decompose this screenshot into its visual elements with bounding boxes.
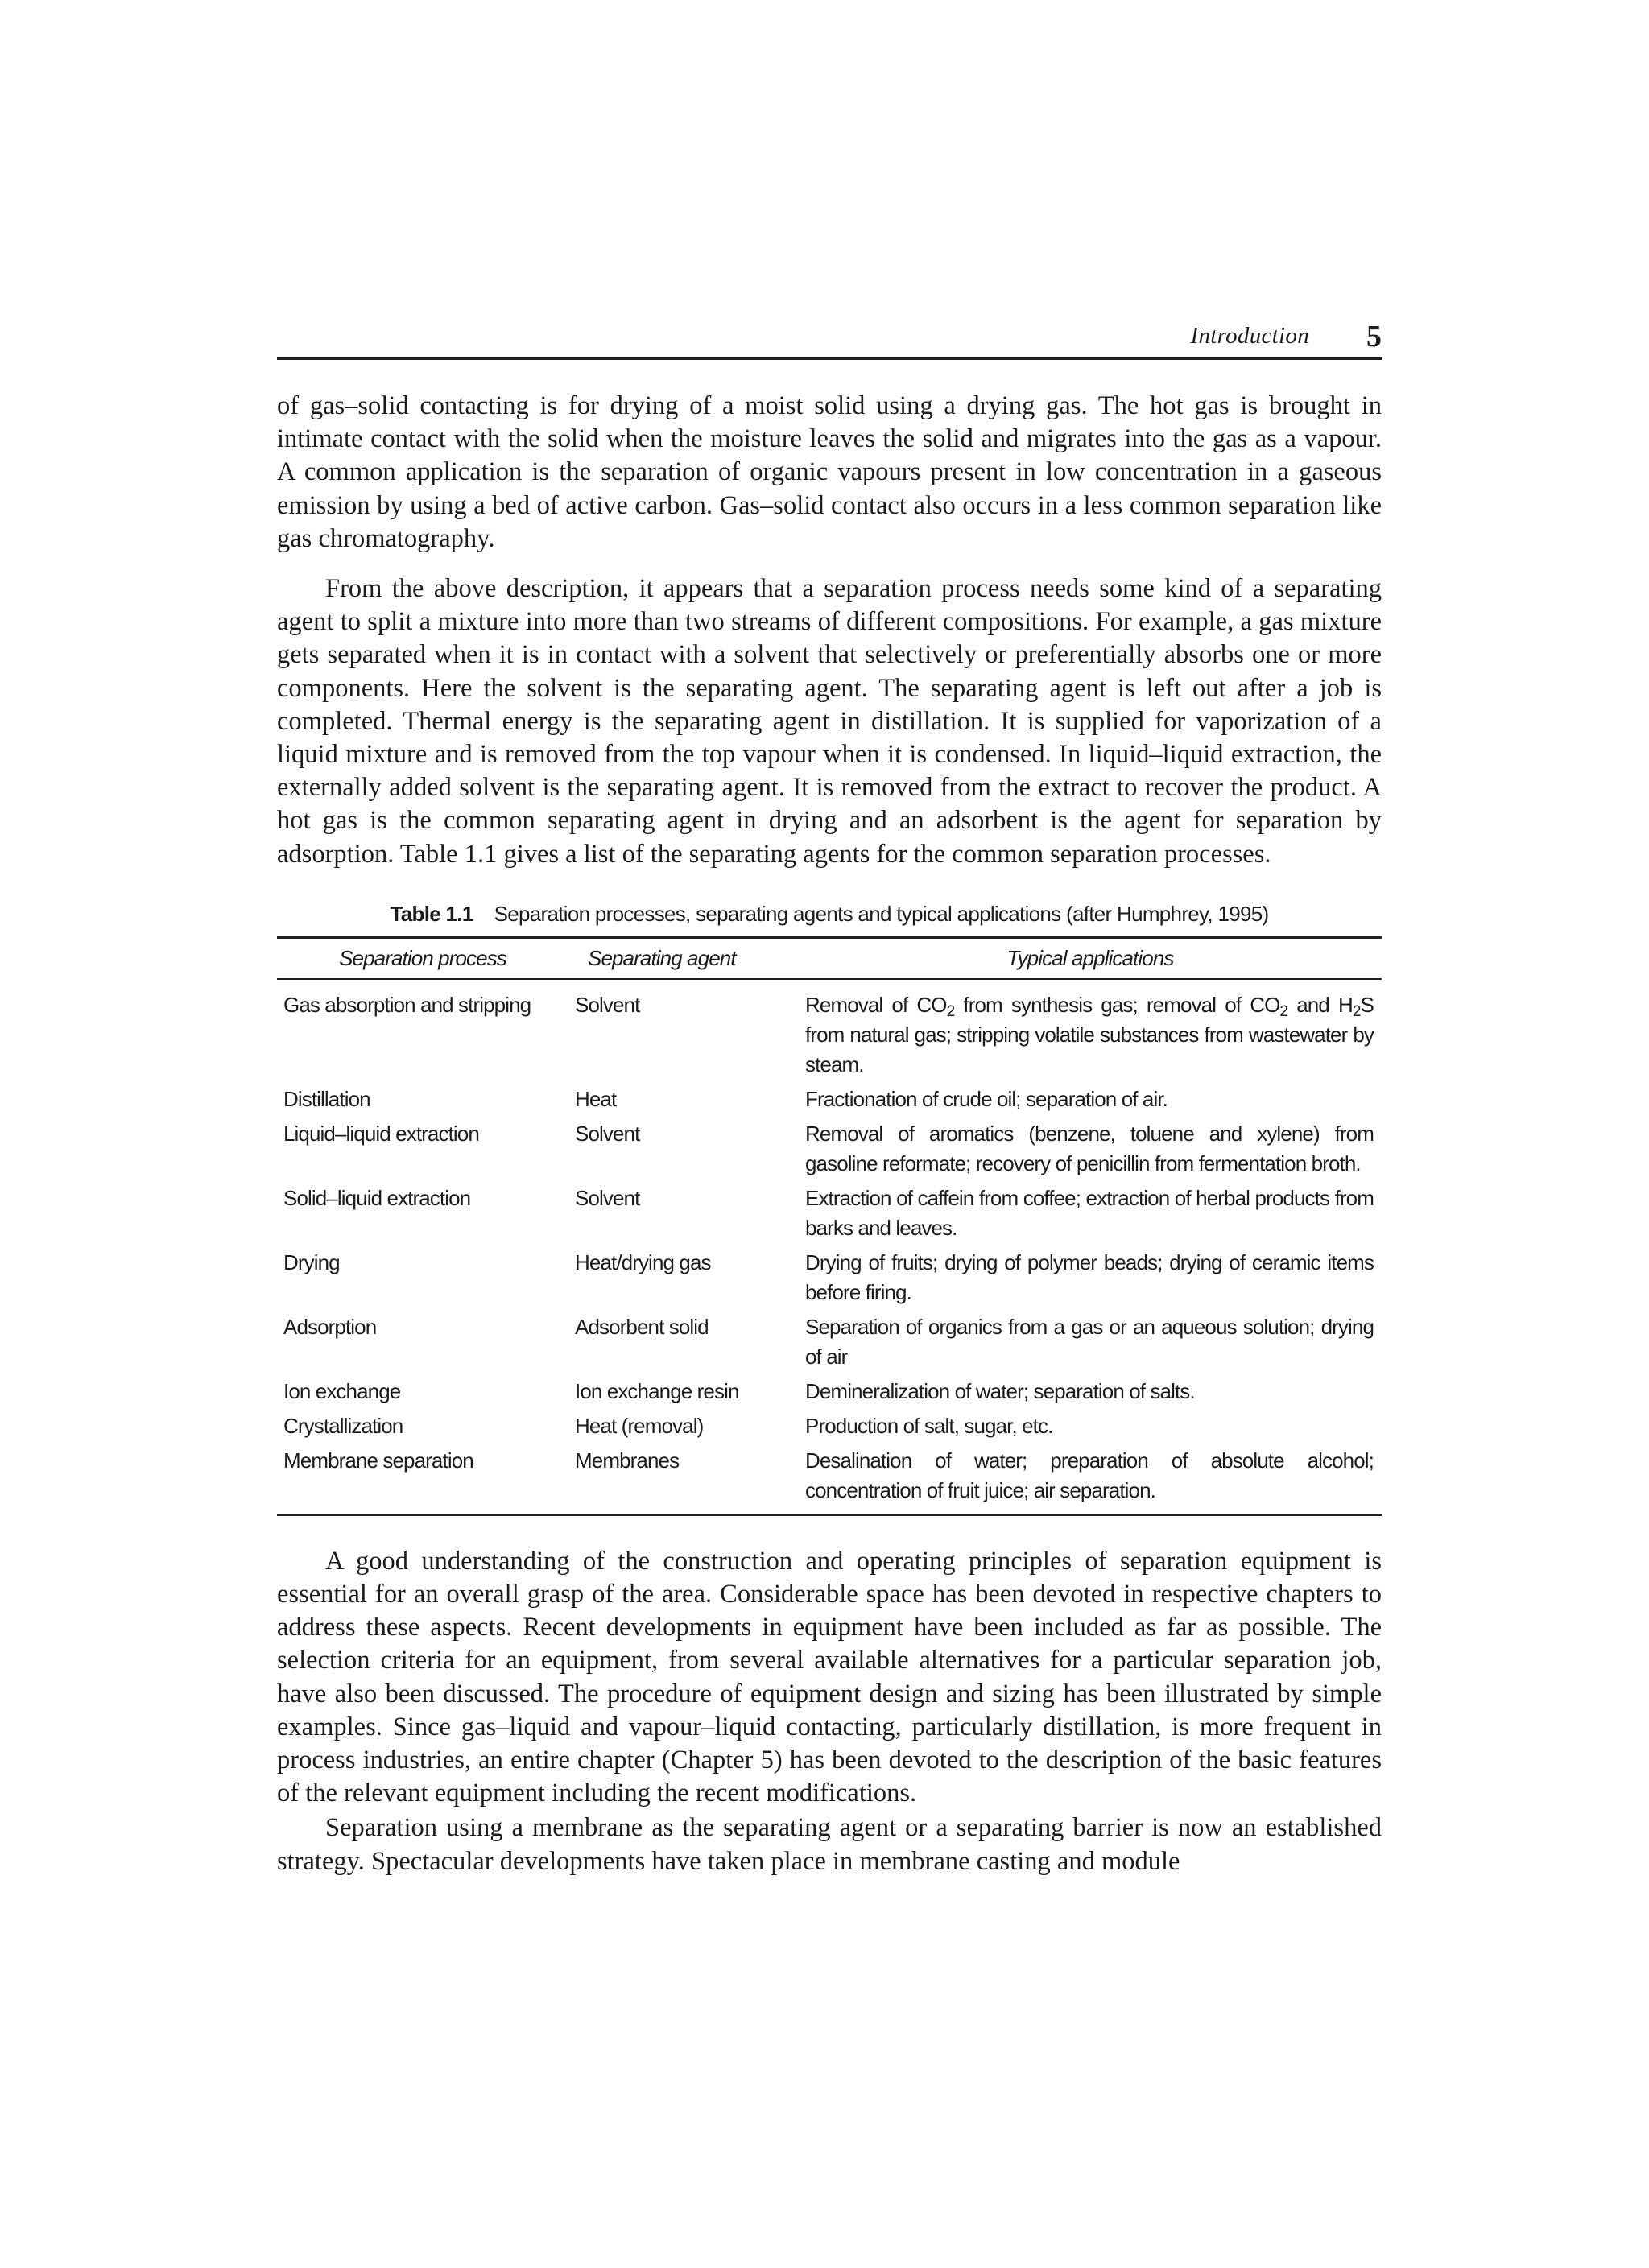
column-header: Separation process (339, 946, 506, 971)
application-cell: Removal of aromatics (benzene, toluene and xylene) from gasoline reformate; recovery of penicillin from fermentation broth. (805, 1121, 1374, 1175)
table-row (277, 1411, 1382, 1446)
table-label: Table 1.1 (390, 901, 473, 926)
process-cell: Adsorption (283, 1314, 377, 1339)
application-cell (799, 979, 1382, 1084)
application-cell: Drying of fruits; drying of polymer beads; drying of ceramic items before firing. (805, 1250, 1374, 1304)
paragraph: A good understanding of the construction and operating principles of separation equipment is essential for an overall grasp of the area. Considerable space has been devoted in respective chapters to address these aspects. Recent developments in equipment have been included as far as possible. The selection criteria for an equipment, from several available alternatives for a particular separation job, have also been discussed. The procedure of equipment design and sizing has been illustrated by simple examples. Since gas–liquid and vapour–liquid contacting, particularly distillation, is more frequent in process industries, an entire chapter (Chapter 5) has been devoted to the description of the basic features of the relevant equipment including the recent modifications. (277, 1546, 1382, 1808)
table-row (277, 1377, 1382, 1411)
process-cell: Drying (283, 1250, 340, 1274)
application-cell: Production of salt, sugar, etc. (805, 1413, 1053, 1438)
application-text: from synthesis gas; removal of CO (954, 992, 1280, 1017)
table-1-1 (277, 902, 1382, 1516)
table-header-row (277, 937, 1382, 979)
application-cell: Demineralization of water; separation of salts. (805, 1378, 1195, 1403)
table-row (277, 1446, 1382, 1515)
application-text: Removal of CO (805, 992, 947, 1017)
section-title: Introduction (1190, 323, 1309, 349)
table-row (277, 1312, 1382, 1377)
application-text: S from natural gas; stripping volatile substances from wastewater by steam. (805, 992, 1374, 1076)
paragraph: From the above description, it appears that a separation process needs some kind of a separating agent to split a mixture into more than two streams of different compositions. For example, a gas mixture gets separated when it is in contact with a solvent that selectively or preferentially absorbs one or more components. Here the solvent is the separating agent. The separating agent is left out after a job is completed. Thermal energy is the separating agent in distillation. It is supplied for vaporization of a liquid mixture and is removed from the top vapour when it is condensed. In liquid–liquid extraction, the externally added solvent is the separating agent. It is removed from the extract to recover the product. A hot gas is the common separating agent in drying and an adsorbent is the agent for separation by adsorption. Table 1.1 gives a list of the separating agents for the common separation processes. (277, 574, 1382, 869)
agent-cell: Heat (575, 1086, 617, 1111)
book-page (277, 320, 1382, 1878)
agent-cell: Membranes (575, 1448, 680, 1473)
process-cell: Membrane separation (283, 1448, 473, 1473)
separation-table (277, 936, 1382, 1516)
table-row (277, 1184, 1382, 1248)
agent-cell: Ion exchange resin (575, 1378, 739, 1403)
agent-cell: Heat/drying gas (575, 1250, 711, 1274)
table-row (277, 1119, 1382, 1184)
agent-cell: Heat (removal) (575, 1413, 704, 1438)
application-text: and H (1287, 992, 1353, 1017)
process-cell: Gas absorption and stripping (283, 992, 531, 1017)
running-header (277, 320, 1382, 360)
table-row (277, 1084, 1382, 1119)
table-row (277, 1248, 1382, 1312)
application-cell: Desalination of water; preparation of absolute alcohol; concentration of fruit juice; air separation. (805, 1448, 1374, 1502)
application-cell: Separation of organics from a gas or an aqueous solution; drying of air (805, 1314, 1374, 1369)
column-header: Separating agent (588, 946, 736, 971)
process-cell: Solid–liquid extraction (283, 1185, 471, 1210)
application-cell: Fractionation of crude oil; separation of air. (805, 1086, 1168, 1111)
paragraph: Separation using a membrane as the separating agent or a separating barrier is now an established strategy. Spectacular developments have taken place in membrane casting and module (277, 1813, 1382, 1876)
table-caption-text: Separation processes, separating agents and typical applications (after Humphrey, 1995) (494, 901, 1269, 926)
agent-cell: Solvent (575, 992, 640, 1017)
agent-cell: Solvent (575, 1185, 640, 1210)
table-caption (277, 902, 1382, 927)
column-header: Typical applications (1006, 946, 1174, 971)
table-row (277, 979, 1382, 1084)
agent-cell: Adsorbent solid (575, 1314, 709, 1339)
application-cell: Extraction of caffein from coffee; extraction of herbal products from barks and leaves. (805, 1185, 1374, 1240)
page-number: 5 (1366, 320, 1382, 353)
paragraph: of gas–solid contacting is for drying of a moist solid using a drying gas. The hot gas is brought in intimate contact with the solid when the moisture leaves the solid and migrates into the gas as a vapour. A common application is the separation of organic vapours present in low concentration in a gaseous emission by using a bed of active carbon. Gas–solid contact also occurs in a less common separation like gas chromatography. (277, 391, 1382, 553)
agent-cell: Solvent (575, 1121, 640, 1146)
process-cell: Ion exchange (283, 1378, 401, 1403)
process-cell: Liquid–liquid extraction (283, 1121, 479, 1146)
subscript: 2 (1352, 1002, 1361, 1020)
process-cell: Crystallization (283, 1413, 403, 1438)
subscript: 2 (1279, 1002, 1288, 1020)
process-cell: Distillation (283, 1086, 370, 1111)
subscript: 2 (946, 1002, 955, 1020)
